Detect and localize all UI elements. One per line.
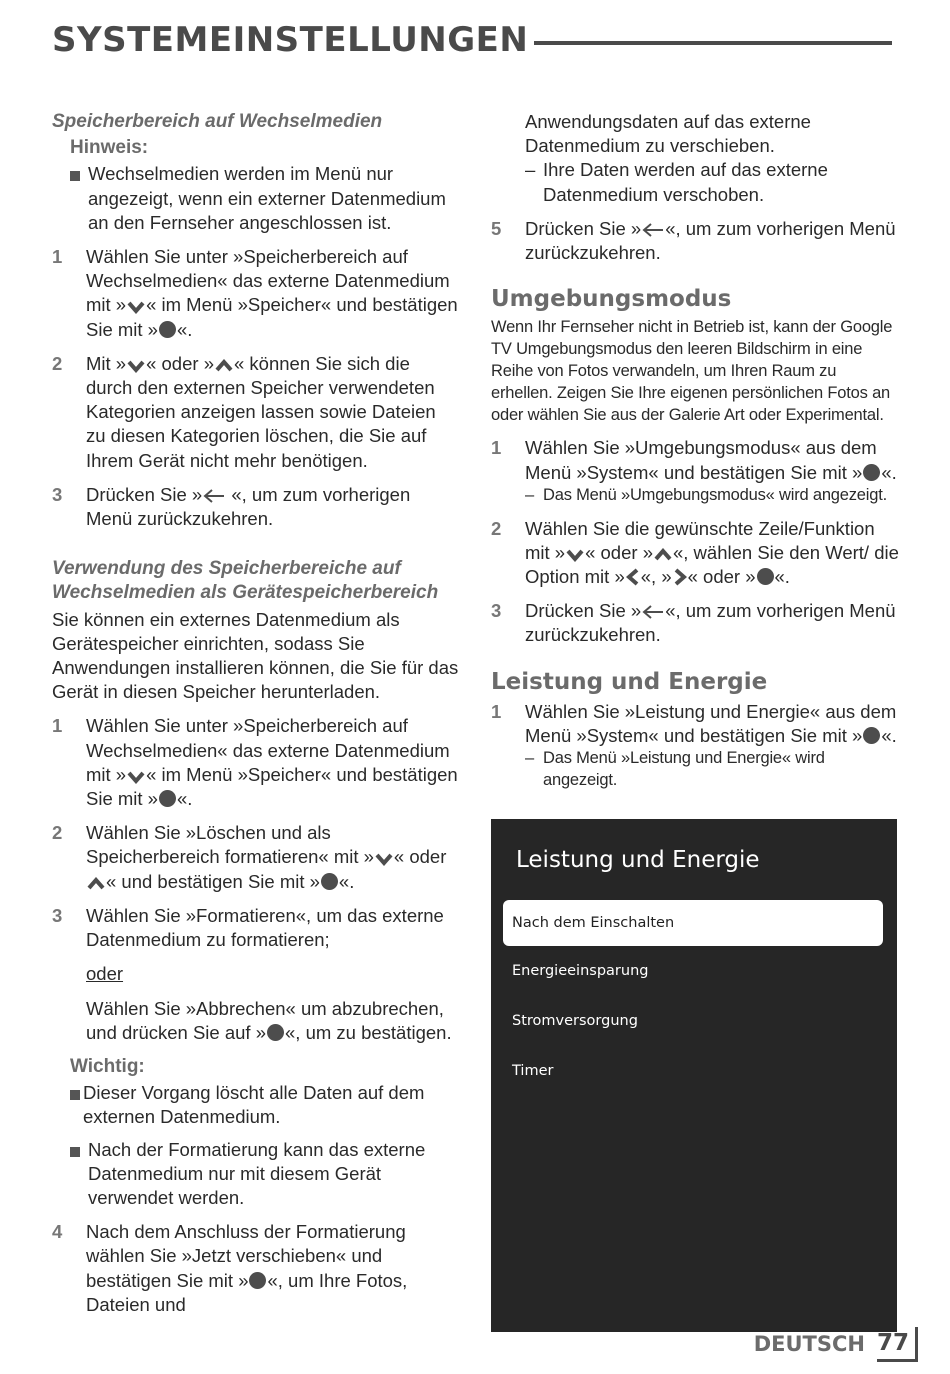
step-item: 3 Wählen Sie »Formatieren«, um das externe Datenmedium zu formatieren; [52, 904, 444, 951]
step-number: 4 [52, 1221, 63, 1243]
step-item: 2 Wählen Sie die gewünschte Zeile/Funktion mit » « oder » «, wählen Sie den Wert/ die Option mit » «, » « oder » «. [491, 517, 899, 588]
ok-dot-icon [757, 568, 774, 585]
step-continuation: Wählen Sie »Abbrechen« um abzubrechen, und drücken Sie auf » «, um zu bestätigen. [86, 997, 452, 1043]
note-bullet: Wechselmedien werden im Menü nur angezeigt, wenn ein externer Datenmedium an den Fernseher angeschlossen ist. [52, 162, 460, 235]
chevron-down-icon [127, 300, 145, 314]
title-rule [534, 41, 892, 45]
step-item: 2 Mit » « oder » « können Sie sich die durch den externen Speicher verwendeten Kategorien anzeigen lassen sowie Dateien zu diesen Kategorien löschen, die Sie auf Ihrem Gerät nicht mehr benötigen. [52, 352, 436, 471]
step-number: 1 [52, 715, 63, 737]
tv-menu-screenshot [491, 819, 897, 1332]
step-number: 1 [491, 700, 502, 722]
square-bullet-icon [70, 1147, 80, 1157]
step-number: 1 [52, 246, 63, 268]
ok-dot-icon [159, 321, 176, 338]
step-number: 5 [491, 217, 502, 239]
step-item: 2 Wählen Sie »Löschen und als Speicherbereich formatieren« mit » « oder « und bestätigen Sie mit » «. [52, 822, 447, 892]
step-number: 3 [52, 904, 63, 926]
section-title-ambient-mode: Umgebungsmodus [491, 286, 732, 313]
ok-dot-icon [267, 1024, 284, 1041]
step-item: 1 Wählen Sie unter »Speicherbereich auf Wechselmedien« das externe Datenmedium mit » « im Menü »Speicher« und bestätigen Sie mit » «. [52, 246, 458, 340]
chevron-down-icon [127, 359, 145, 373]
important-bullet: Dieser Vorgang löscht alle Daten auf dem externen Datenmedium. [52, 1081, 460, 1129]
tv-menu-item-energieeinsparung[interactable]: Energieeinsparung [512, 963, 649, 979]
right-column [491, 110, 901, 802]
chevron-down-icon [375, 852, 393, 866]
page-title-text: SYSTEMEINSTELLUNGEN [52, 20, 529, 60]
chevron-left-icon [626, 568, 640, 586]
chevron-down-icon [127, 770, 145, 784]
footer-language: DEUTSCH [753, 1332, 865, 1356]
step-item: 1 Wählen Sie »Umgebungsmodus« aus dem Menü »System« und bestätigen Sie mit » «. – Das Menü »Umgebungsmodus« wird angezeigt. [491, 437, 897, 504]
step-item: 1 Wählen Sie »Leistung und Energie« aus dem Menü »System« und bestätigen Sie mit » «. – Das Menü »Leistung und Energie« wird angezeigt. [491, 700, 897, 790]
page-number: 77 [877, 1327, 918, 1362]
tv-menu-item-timer[interactable]: Timer [512, 1063, 554, 1079]
ok-dot-icon [159, 790, 176, 807]
chevron-down-icon [566, 548, 584, 562]
section-intro: Wenn Ihr Fernseher nicht in Betrieb ist, kann der Google TV Umgebungsmodus den leeren Bildschirm in eine Reihe von Fotos verwandeln, um Ihren Raum zu erhellen. Zeigen Sie Ihre eigenen persönlichen Fotos an oder wählen Sie aus der Galerie Art oder Experimental. [491, 318, 893, 424]
chevron-up-icon [215, 359, 233, 373]
ok-dot-icon [321, 873, 338, 890]
chevron-right-icon [673, 568, 687, 586]
back-arrow-icon [642, 222, 664, 238]
important-bullet: Nach der Formatierung kann das externe Datenmedium nur mit diesem Gerät verwendet werden. [52, 1138, 460, 1211]
step-number: 2 [52, 352, 63, 374]
square-bullet-icon [70, 171, 80, 181]
ok-dot-icon [863, 464, 880, 481]
section-intro: Sie können ein externes Datenmedium als Gerätespeicher einrichten, sodass Sie Anwendungen installieren können, die Sie für das Gerät in diesen Speicher herunterladen. [52, 608, 459, 703]
ok-dot-icon [249, 1272, 266, 1289]
step-item: 1 Wählen Sie unter »Speicherbereich auf Wechselmedien« das externe Datenmedium mit » « im Menü »Speicher« und bestätigen Sie mit » «. [52, 715, 458, 810]
chevron-up-icon [87, 877, 105, 891]
or-label: oder [86, 963, 124, 985]
tv-menu-item-stromversorgung[interactable]: Stromversorgung [512, 1013, 638, 1029]
step-number: 1 [491, 437, 502, 459]
section-subhead-removable-storage: Speicherbereich auf Wechselmedien [52, 111, 383, 132]
important-label: Wichtig: [70, 1055, 145, 1077]
tv-menu-title: Leistung und Energie [516, 847, 760, 873]
note-label: Hinweis: [70, 137, 149, 159]
ok-dot-icon [863, 727, 880, 744]
step-number: 2 [52, 822, 63, 844]
tv-menu-item-nach-dem-einschalten[interactable]: Nach dem Einschalten [503, 900, 883, 946]
step-number: 3 [52, 483, 63, 505]
chevron-up-icon [654, 548, 672, 562]
left-column [52, 110, 460, 1327]
square-bullet-icon [70, 1090, 80, 1100]
step-item: 4 Nach dem Anschluss der Formatierung wählen Sie »Jetzt verschieben« und bestätigen Sie mit » «, um Ihre Fotos, Dateien und [52, 1221, 408, 1315]
page-footer [754, 1328, 918, 1360]
page-title [52, 18, 892, 62]
section-title-power-energy: Leistung und Energie [491, 668, 768, 695]
step-item: 3 Drücken Sie » «, um zum vorherigen Menü zurückzukehren. [52, 483, 411, 530]
step-continuation: Anwendungsdaten auf das externe Datenmedium zu verschieben. – Ihre Daten werden auf das externe Datenmedium verschoben. [525, 111, 828, 205]
back-arrow-icon [203, 488, 225, 504]
step-item: 3 Drücken Sie » «, um zum vorherigen Menü zurückzukehren. [491, 600, 896, 646]
section-subhead-device-storage: Verwendung des Speicherbereiche auf Wechselmedien als Gerätespeicherbereich [52, 558, 439, 604]
step-number: 2 [491, 517, 502, 539]
back-arrow-icon [642, 604, 664, 620]
step-number: 3 [491, 600, 502, 622]
step-item: 5 Drücken Sie » «, um zum vorherigen Menü zurückzukehren. [491, 217, 896, 264]
